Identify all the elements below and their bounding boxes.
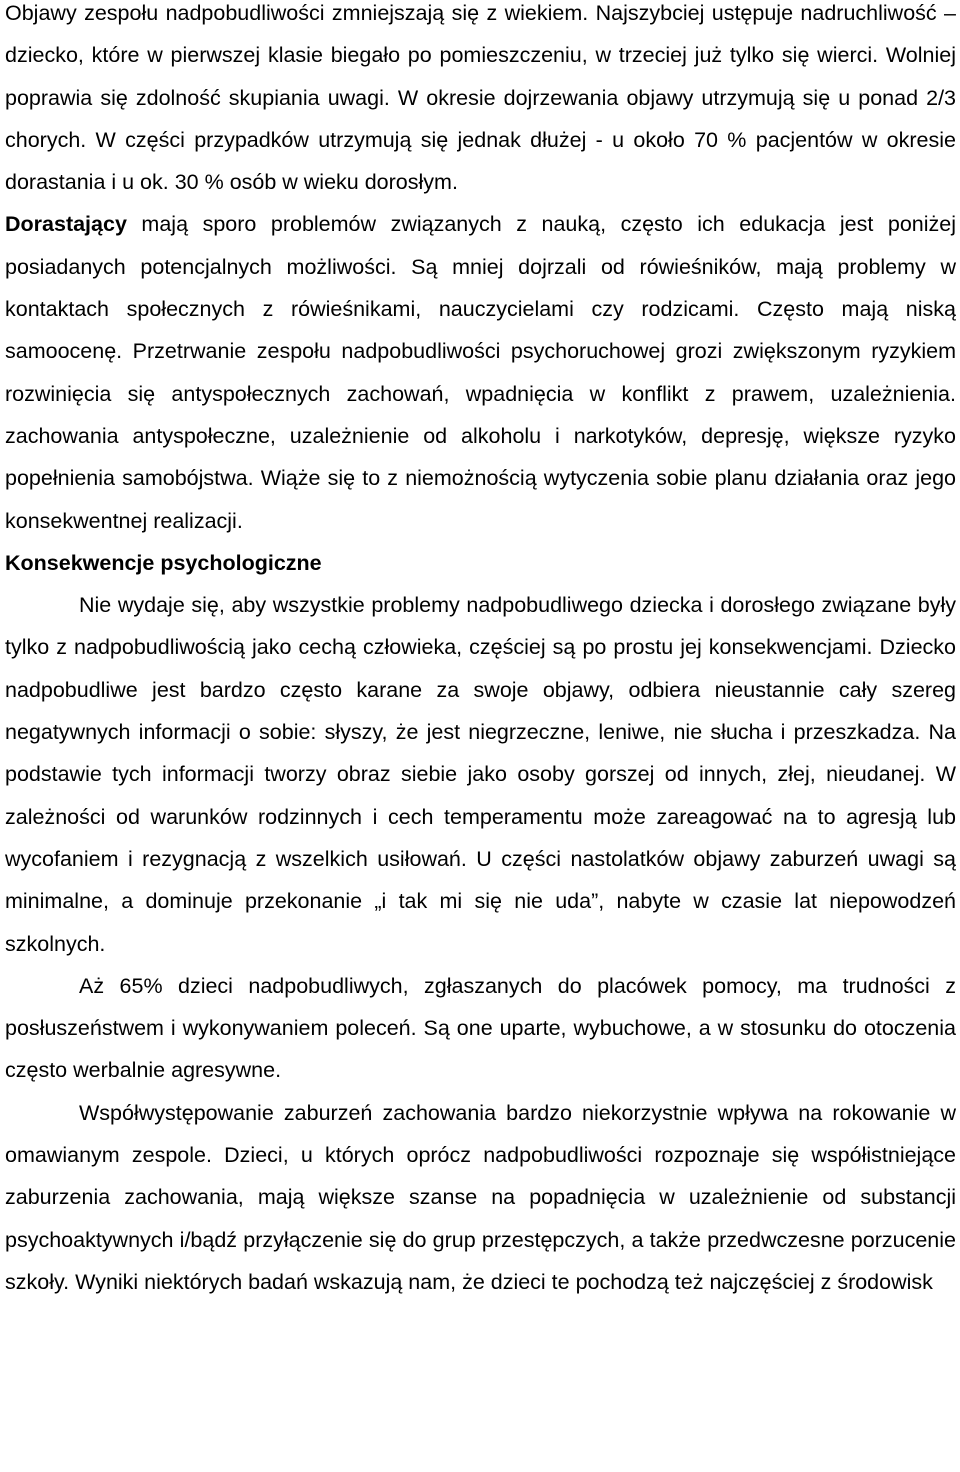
paragraph-adolescents <box>5 203 956 541</box>
document-page <box>5 0 956 1303</box>
paragraph-adolescents-text: mają sporo problemów związanych z nauką, często ich edukacja jest poniżej posiadanych potencjalnych możliwości. Są mniej dojrzali od rówieśników, mają problemy w kontaktach społecznych z rówieśnikami, nauczycielami czy rodzicami. Często mają niską samoocenę. Przetrwanie zespołu nadpobudliwości psychoruchowej grozi zwiększonym ryzykiem rozwinięcia się antyspołecznych zachowań, wpadnięcia w konflikt z prawem, uzależnienia. zachowania antyspołeczne, uzależnienie od alkoholu i narkotyków, depresję, większe ryzyko popełnienia samobójstwa. Wiąże się to z niemożnością wytyczenia sobie planu działania oraz jego konsekwentnej realizacji. <box>5 212 956 533</box>
paragraph-symptoms-with-age: Objawy zespołu nadpobudliwości zmniejszają się z wiekiem. Najszybciej ustępuje nadruchliwość – dziecko, które w pierwszej klasie biegało po pomieszczeniu, w trzeciej już tylko się wierci. Wolniej poprawia się zdolność skupiania uwagi. W okresie dojrzewania objawy utrzymują się u ponad 2/3 chorych. W części przypadków utrzymują się jednak dłużej - u około 70 % pacjentów w okresie dorastania i u ok. 30 % osób w wieku dorosłym. <box>5 1 956 195</box>
section-heading: Konsekwencje psychologiczne <box>5 550 322 575</box>
paragraph-comorbidity: Współwystępowanie zaburzeń zachowania bardzo niekorzystnie wpływa na rokowanie w omawianym zespole. Dzieci, u których oprócz nadpobudliwości rozpoznaje się współistniejące zaburzenia zachowania, mają większe szanse na popadnięcia w uzależnienie od substancji psychoaktywnych i/bądź przyłączenie się do grup przestępczych, a także przedwczesne porzucenie szkoły. Wyniki niektórych badań wskazują nam, że dzieci te pochodzą też najczęściej z środowisk <box>5 1100 956 1294</box>
bold-lead-term: Dorastający <box>5 212 127 237</box>
paragraph-obedience-difficulties: Aż 65% dzieci nadpobudliwych, zgłaszanych do placówek pomocy, ma trudności z posłuszeństwem i wykonywaniem poleceń. Są one uparte, wybuchowe, a w stosunku do otoczenia często werbalnie agresywne. <box>5 973 956 1083</box>
paragraph-psychological-consequences: Nie wydaje się, aby wszystkie problemy nadpobudliwego dziecka i dorosłego związane były tylko z nadpobudliwością jako cechą człowieka, częściej są po prostu jej konsekwencjami. Dziecko nadpobudliwe jest bardzo często karane za swoje objawy, odbiera nieustannie cały szereg negatywnych informacji o sobie: słyszy, że jest niegrzeczne, leniwe, nie słucha i przeszkadza. Na podstawie tych informacji tworzy obraz siebie jako osoby gorszej od innych, złej, nieudanej. W zależności od warunków rodzinnych i cech temperamentu może zareagować na to agresją lub wycofaniem i rezygnacją z wszelkich usiłowań. U części nastolatków objawy zaburzeń uwagi są minimalne, a dominuje przekonanie „i tak mi się nie uda”, nabyte w czasie lat niepowodzeń szkolnych. <box>5 593 956 956</box>
